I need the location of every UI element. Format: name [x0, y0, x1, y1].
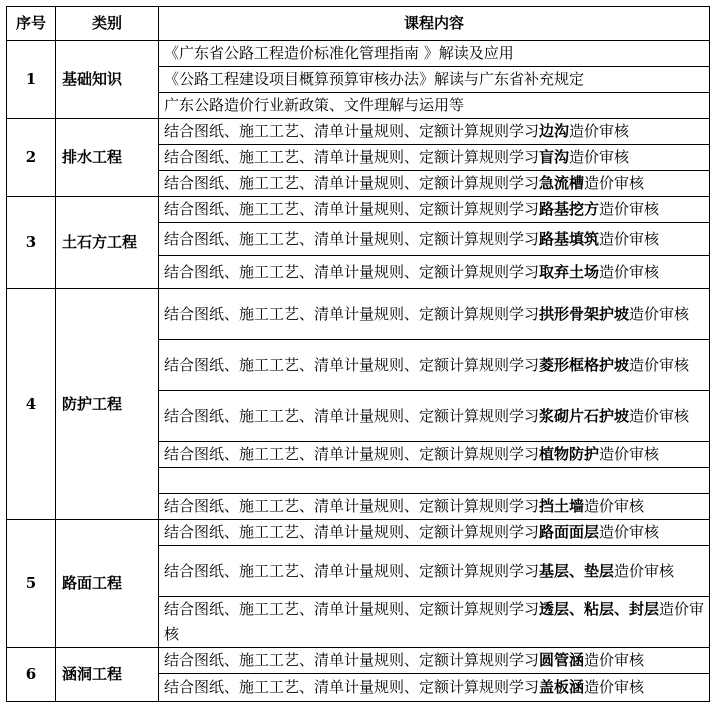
content-suffix: 造价审核	[584, 651, 645, 669]
table-row	[7, 41, 710, 67]
content-suffix: 造价审核	[569, 148, 630, 166]
course-content	[159, 289, 710, 340]
course-content	[159, 546, 710, 597]
group-category: 路面工程	[56, 520, 159, 648]
course-content	[159, 391, 710, 442]
content-suffix: 造价审核	[584, 174, 645, 192]
content-keyword: 急流槽	[539, 174, 585, 192]
content-text: 结合图纸、施工工艺、清单计量规则、定额计算规则学习	[164, 148, 540, 166]
content-keyword: 浆砌片石护坡	[539, 406, 630, 425]
content-keyword: 边沟	[539, 122, 570, 140]
group-category: 基础知识	[56, 41, 159, 119]
content-suffix: 造价审核	[599, 262, 660, 281]
content-text: 结合图纸、施工工艺、清单计量规则、定额计算规则学习	[164, 445, 540, 463]
table-row	[7, 289, 710, 340]
content-text: 结合图纸、施工工艺、清单计量规则、定额计算规则学习	[164, 229, 540, 248]
table-row	[7, 197, 710, 223]
table-header-row	[7, 7, 710, 41]
content-text: 结合图纸、施工工艺、清单计量规则、定额计算规则学习	[164, 355, 540, 374]
content-text: 结合图纸、施工工艺、清单计量规则、定额计算规则学习	[164, 262, 540, 281]
header-content: 课程内容	[159, 7, 710, 41]
group-category: 涵洞工程	[56, 648, 159, 702]
course-content	[159, 340, 710, 391]
content-keyword: 圆管涵	[539, 651, 585, 669]
content-text: 结合图纸、施工工艺、清单计量规则、定额计算规则学习	[164, 497, 540, 515]
course-content	[159, 41, 710, 67]
content-text: 结合图纸、施工工艺、清单计量规则、定额计算规则学习	[164, 600, 540, 618]
course-content	[159, 93, 710, 119]
course-table	[6, 6, 710, 702]
table-row	[7, 648, 710, 674]
content-keyword: 路面面层	[539, 523, 600, 541]
group-category: 防护工程	[56, 289, 159, 520]
content-suffix: 造价审核	[599, 229, 660, 248]
content-keyword: 取弃土场	[539, 262, 600, 281]
course-content	[159, 145, 710, 171]
group-category: 排水工程	[56, 119, 159, 197]
course-content	[159, 520, 710, 546]
table-row	[7, 520, 710, 546]
content-text: 结合图纸、施工工艺、清单计量规则、定额计算规则学习	[164, 174, 540, 192]
course-content	[159, 171, 710, 197]
content-keyword: 菱形框格护坡	[539, 355, 630, 374]
header-no: 序号	[7, 7, 56, 41]
content-suffix: 造价审核	[569, 122, 630, 140]
content-text: 结合图纸、施工工艺、清单计量规则、定额计算规则学习	[164, 304, 540, 323]
course-content	[159, 119, 710, 145]
content-keyword: 植物防护	[539, 445, 600, 463]
content-suffix: 造价审核	[629, 304, 690, 323]
content-suffix: 造价审核	[584, 497, 645, 515]
content-keyword: 路基填筑	[539, 229, 600, 248]
course-content	[159, 494, 710, 520]
content-text: 结合图纸、施工工艺、清单计量规则、定额计算规则学习	[164, 406, 540, 425]
course-content	[159, 674, 710, 702]
content-text: 《公路工程建设项目概算预算审核办法》解读与广东省补充规定	[164, 70, 585, 88]
group-category: 土石方工程	[56, 197, 159, 289]
content-suffix: 造价审核	[614, 561, 675, 580]
course-content	[159, 648, 710, 674]
content-suffix: 造价审核	[599, 523, 660, 541]
content-keyword: 基层、垫层	[539, 561, 615, 580]
group-no: 5	[7, 520, 56, 648]
content-text: 结合图纸、施工工艺、清单计量规则、定额计算规则学习	[164, 200, 540, 218]
header-category: 类别	[56, 7, 159, 41]
content-suffix: 造价审核	[599, 200, 660, 218]
course-content	[159, 442, 710, 468]
course-content-empty	[159, 468, 710, 494]
course-content	[159, 197, 710, 223]
content-keyword: 盲沟	[539, 148, 570, 166]
content-suffix: 造价审核	[164, 600, 705, 643]
content-text: 广东公路造价行业新政策、文件理解与运用等	[164, 96, 465, 114]
content-suffix: 造价审核	[629, 406, 690, 425]
content-keyword: 路基挖方	[539, 200, 600, 218]
table-row	[7, 119, 710, 145]
content-text: 结合图纸、施工工艺、清单计量规则、定额计算规则学习	[164, 561, 540, 580]
group-no: 2	[7, 119, 56, 197]
course-content	[159, 256, 710, 289]
content-keyword: 透层、粘层、封层	[539, 600, 660, 618]
content-text: 结合图纸、施工工艺、清单计量规则、定额计算规则学习	[164, 122, 540, 140]
content-keyword: 拱形骨架护坡	[539, 304, 630, 323]
content-text: 结合图纸、施工工艺、清单计量规则、定额计算规则学习	[164, 651, 540, 669]
content-keyword: 挡土墙	[539, 497, 585, 515]
group-no: 3	[7, 197, 56, 289]
course-content	[159, 223, 710, 256]
content-text: 《广东省公路工程造价标准化管理指南 》解读及应用	[164, 44, 514, 62]
content-keyword: 盖板涵	[539, 678, 585, 696]
course-content	[159, 67, 710, 93]
content-suffix: 造价审核	[629, 355, 690, 374]
group-no: 6	[7, 648, 56, 702]
content-text: 结合图纸、施工工艺、清单计量规则、定额计算规则学习	[164, 523, 540, 541]
content-suffix: 造价审核	[599, 445, 660, 463]
group-no: 1	[7, 41, 56, 119]
course-content	[159, 597, 710, 648]
content-suffix: 造价审核	[584, 678, 645, 696]
content-text: 结合图纸、施工工艺、清单计量规则、定额计算规则学习	[164, 678, 540, 696]
group-no: 4	[7, 289, 56, 520]
